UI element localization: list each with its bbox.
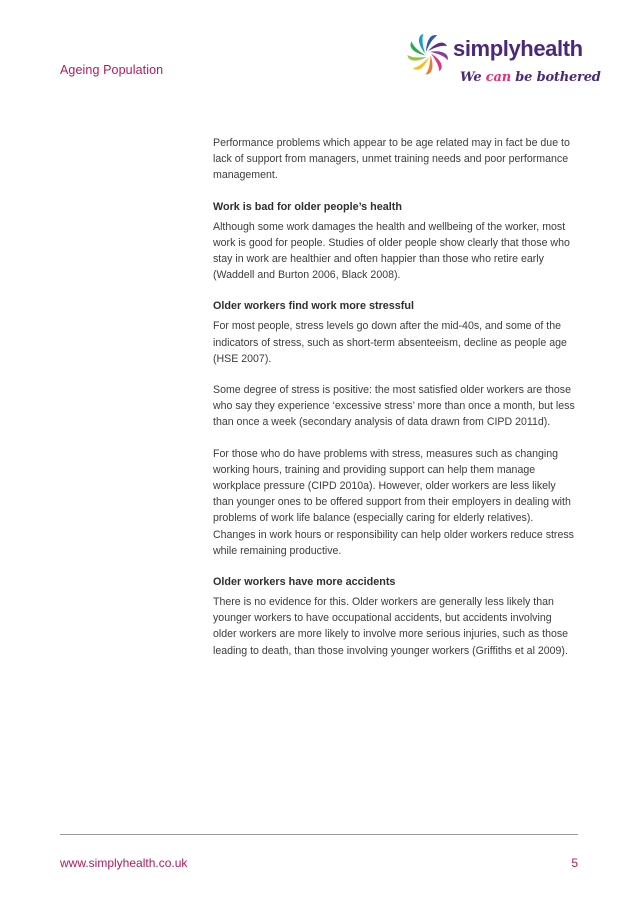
tagline-part-3: be bothered — [510, 70, 601, 85]
main-content — [213, 135, 578, 674]
simplyhealth-swirl-logo-icon — [404, 30, 452, 78]
body-paragraph: There is no evidence for this. Older workers are generally less likely than younger workers to have occupational accidents, but accidents involving older workers are more likely to involve more serious injuries, such as those leading to death, than those involving younger workers (Griffiths et al 2009). — [213, 596, 569, 657]
body-paragraph: For those who do have problems with stress, measures such as changing working hours, training and providing support can help them manage workplace pressure (CIPD 2010a). However, older workers are less likely than younger ones to be offered support from their employers in dealing with problems of work life balance (especially caring for elderly relatives). Changes in work hours or responsibility can help older workers reduce stress while remaining productive. — [213, 447, 574, 557]
section-heading: Work is bad for older people’s health — [213, 200, 402, 213]
section-heading: Older workers find work more stressful — [213, 300, 415, 313]
body-paragraph: Some degree of stress is positive: the most satisfied older workers are those who say they experience ‘excessive stress’ more than once a month, but less than once a week (secondary analysis of data drawn from CIPD 2011d). — [213, 384, 575, 429]
tagline-part-1: We — [460, 70, 486, 85]
logo-tagline — [460, 70, 601, 85]
section-heading: Older workers have more accidents — [213, 576, 396, 589]
body-paragraph: For most people, stress levels go down after the mid-40s, and some of the indicators of stress, such as short-term absenteeism, decline as people age (HSE 2007). — [213, 320, 567, 365]
body-paragraph: Although some work damages the health and wellbeing of the worker, most work is good for people. Studies of older people show clearly that those who stay in work are healthier and often happier than those who retire early (Waddell and Burton 2006, Black 2008). — [213, 220, 570, 282]
brand-logo — [404, 30, 604, 92]
footer-website-link[interactable]: www.simplyhealth.co.uk — [60, 856, 188, 870]
logo-name: simplyhealth — [453, 36, 583, 61]
page-number: 5 — [571, 856, 578, 870]
section-title: Ageing Population — [60, 63, 164, 77]
intro-paragraph: Performance problems which appear to be age related may in fact be due to lack of support from managers, unmet training needs and poor performance management. — [213, 137, 570, 182]
footer-divider — [60, 834, 578, 835]
tagline-part-2: can — [485, 70, 511, 85]
